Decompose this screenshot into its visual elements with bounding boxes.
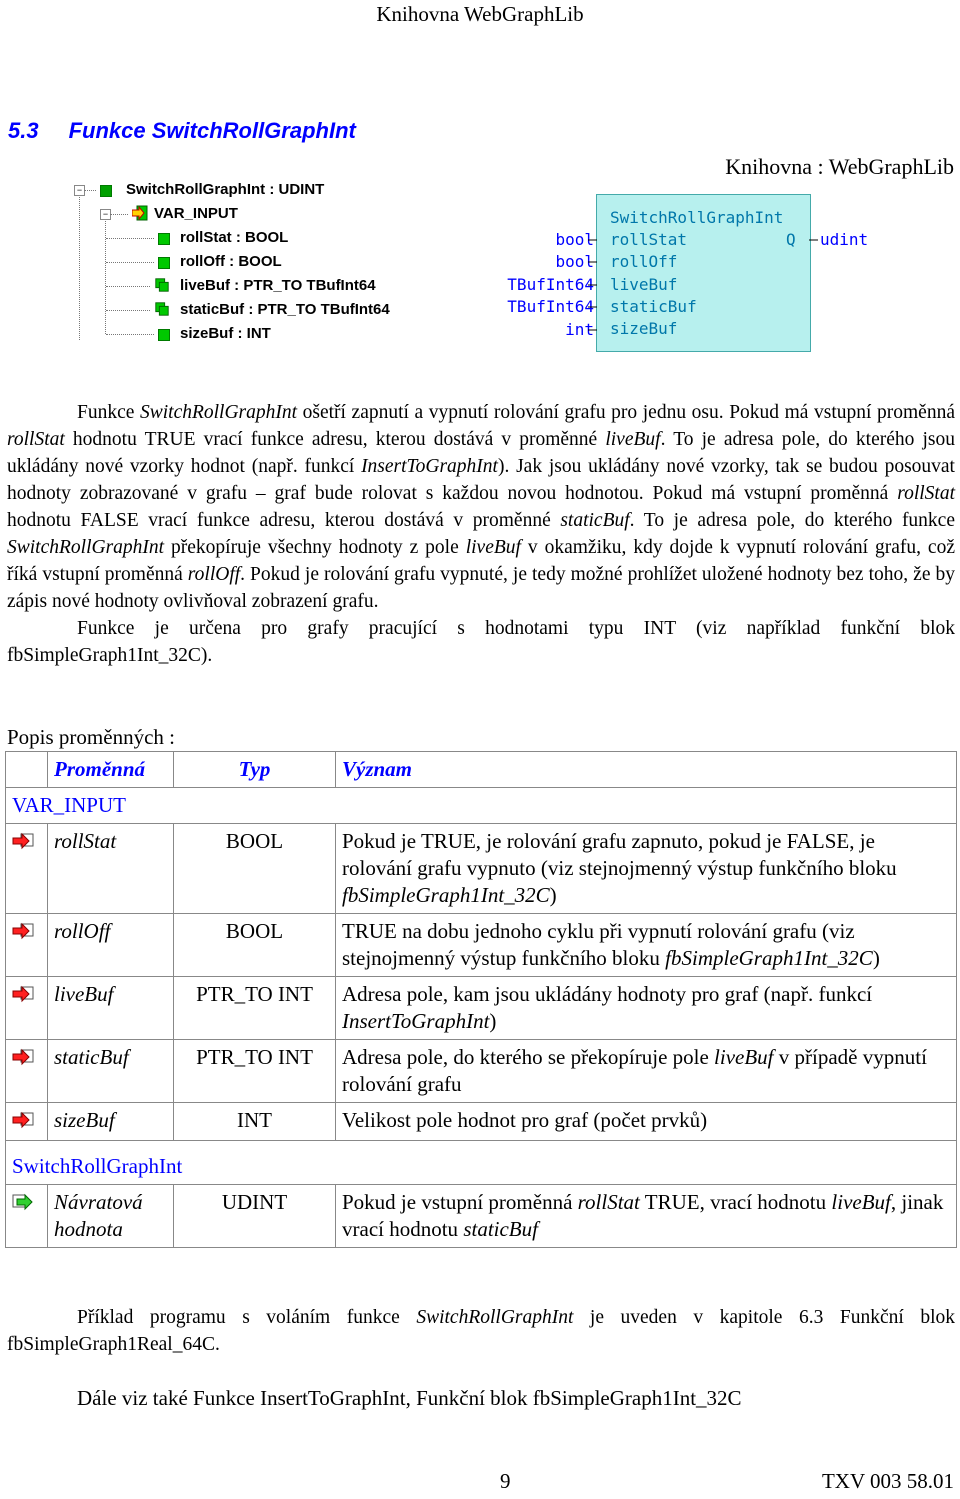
function-icon: [100, 185, 112, 197]
page-number: 9: [500, 1469, 511, 1493]
column-header: Význam: [336, 752, 957, 788]
group-label: VAR_INPUT: [6, 788, 957, 824]
section-number: 5.3: [8, 118, 39, 143]
table-row: liveBuf PTR_TO INT Adresa pole, kam jsou ukládány hodnoty pro graf (např. funkcí InsertToGraphInt): [6, 977, 957, 1040]
page-header: Knihovna WebGraphLib: [376, 2, 584, 26]
fb-input-type: int: [565, 319, 594, 339]
table-row: sizeBuf INT Velikost pole hodnot pro graf (počet prvků): [6, 1103, 957, 1141]
fb-input-type: TBufInt64: [507, 274, 594, 294]
int-var-icon: [158, 329, 170, 341]
return-value-icon: [12, 1193, 34, 1211]
section-heading: [8, 118, 356, 144]
collapse-icon[interactable]: −: [74, 185, 85, 196]
pointer-var-icon: [154, 301, 170, 317]
fb-input-pin: liveBuf: [610, 275, 678, 294]
column-header: Typ: [174, 752, 336, 788]
fb-input-pin: rollOff: [610, 252, 678, 271]
var-input-icon: [132, 205, 148, 221]
fb-input-type: TBufInt64: [507, 297, 594, 317]
tree-group-label[interactable]: VAR_INPUT: [154, 205, 238, 222]
input-var-icon: [12, 1111, 34, 1129]
input-var-icon: [12, 922, 34, 940]
fb-input-type: bool: [555, 252, 594, 272]
tree-item[interactable]: sizeBuf : INT: [180, 325, 271, 342]
function-block-diagram: [596, 194, 811, 352]
fb-input-connectors: [588, 229, 598, 343]
example-paragraph: Příklad programu s voláním funkce SwitchRollGraphInt je uveden v kapitole 6.3 Funkční blok fbSimpleGraph1Real_64C.: [7, 1307, 955, 1355]
input-var-icon: [12, 985, 34, 1003]
table-row: staticBuf PTR_TO INT Adresa pole, do kterého se překopíruje pole liveBuf v případě vypnutí rolování grafu: [6, 1040, 957, 1103]
library-label: Knihovna : WebGraphLib: [725, 154, 954, 179]
bool-var-icon: [158, 233, 170, 245]
tree-root-label[interactable]: SwitchRollGraphInt : UDINT: [126, 181, 325, 198]
table-row: rollStat BOOL Pokud je TRUE, je rolování grafu zapnuto, pokud je FALSE, je rolování grafu vypnuto (viz stejnojmenný výstup funkčního bloku fbSimpleGraph1Int_32C): [6, 824, 957, 914]
fb-input-type: bool: [555, 230, 594, 249]
fb-output-type: udint: [820, 230, 869, 249]
input-var-icon: [12, 1048, 34, 1066]
fb-input-pin: rollStat: [610, 230, 688, 249]
fb-output-pin: Q: [786, 230, 796, 249]
table-row: rollOff BOOL TRUE na dobu jednoho cyklu při vypnutí rolování grafu (viz stejnojmenný výstup funkčního bloku fbSimpleGraph1Int_32C): [6, 914, 957, 977]
variables-label: Popis proměnných :: [7, 725, 175, 749]
variables-table: [5, 751, 957, 1248]
declaration-tree: [70, 178, 430, 348]
fb-input-types: [480, 229, 594, 341]
fb-input-pin: staticBuf: [610, 297, 697, 316]
document-code: TXV 003 58.01: [821, 1469, 954, 1493]
table-row: Návratová hodnota UDINT Pokud je vstupní proměnná rollStat TRUE, vrací hodnotu liveBuf, jinak vrací hodnotu staticBuf: [6, 1185, 957, 1248]
usage-paragraph: Funkce je určena pro grafy pracující s hodnotami typu INT (viz například funkční blok fbSimpleGraph1Int_32C).: [7, 618, 955, 666]
tree-item[interactable]: staticBuf : PTR_TO TBufInt64: [180, 301, 390, 318]
description-paragraph: Funkce SwitchRollGraphInt ošetří zapnutí a vypnutí rolování grafu pro jednu osu. Pokud má vstupní proměnná rollStat hodnotu TRUE vrací funkce adresu, kterou dostává v proměnné liveBuf. To je adresa pole, do kterého jsou ukládány nové vzorky hodnot (např. funkcí InsertToGraphInt). Jak jsou ukládány nové vzorky, tak se budou posouvat hodnoty zobrazované v grafu – graf bude rolovat s každou novou hodnotou. Pokud má vstupní proměnná rollStat hodnotu FALSE vrací funkce adresu, kterou dostává v proměnné staticBuf. To je adresa pole, do kterého funkce SwitchRollGraphInt překopíruje všechny hodnoty z pole liveBuf v okamžiku, kdy dojde k vypnutí rolování grafu, což říká vstupní proměnná rollOff. Pokud je rolování grafu vypnuté, je tedy možné prohlížet uložené hodnoty bez toho, že by zápis nové hodnoty ovlivňoval zobrazení grafu. Funkce je určena pro grafy pracující s hodnotami typu INT (viz například funkční blok fbSimpleGraph1Int_32C).: [7, 399, 955, 669]
fb-name: SwitchRollGraphInt: [610, 208, 784, 227]
section-title: Funkce SwitchRollGraphInt: [68, 118, 356, 143]
see-also: Dále viz také Funkce InsertToGraphInt, Funkční blok fbSimpleGraph1Int_32C: [77, 1386, 742, 1410]
collapse-icon[interactable]: −: [100, 209, 111, 220]
pointer-var-icon: [154, 277, 170, 293]
fb-output-connector: [809, 229, 819, 249]
input-var-icon: [12, 832, 34, 850]
fb-input-pin: sizeBuf: [610, 319, 678, 338]
column-header: Proměnná: [48, 752, 174, 788]
tree-item[interactable]: rollOff : BOOL: [180, 253, 282, 270]
group-label: SwitchRollGraphInt: [6, 1141, 957, 1185]
bool-var-icon: [158, 257, 170, 269]
tree-item[interactable]: rollStat : BOOL: [180, 229, 289, 246]
tree-item[interactable]: liveBuf : PTR_TO TBufInt64: [180, 277, 376, 294]
